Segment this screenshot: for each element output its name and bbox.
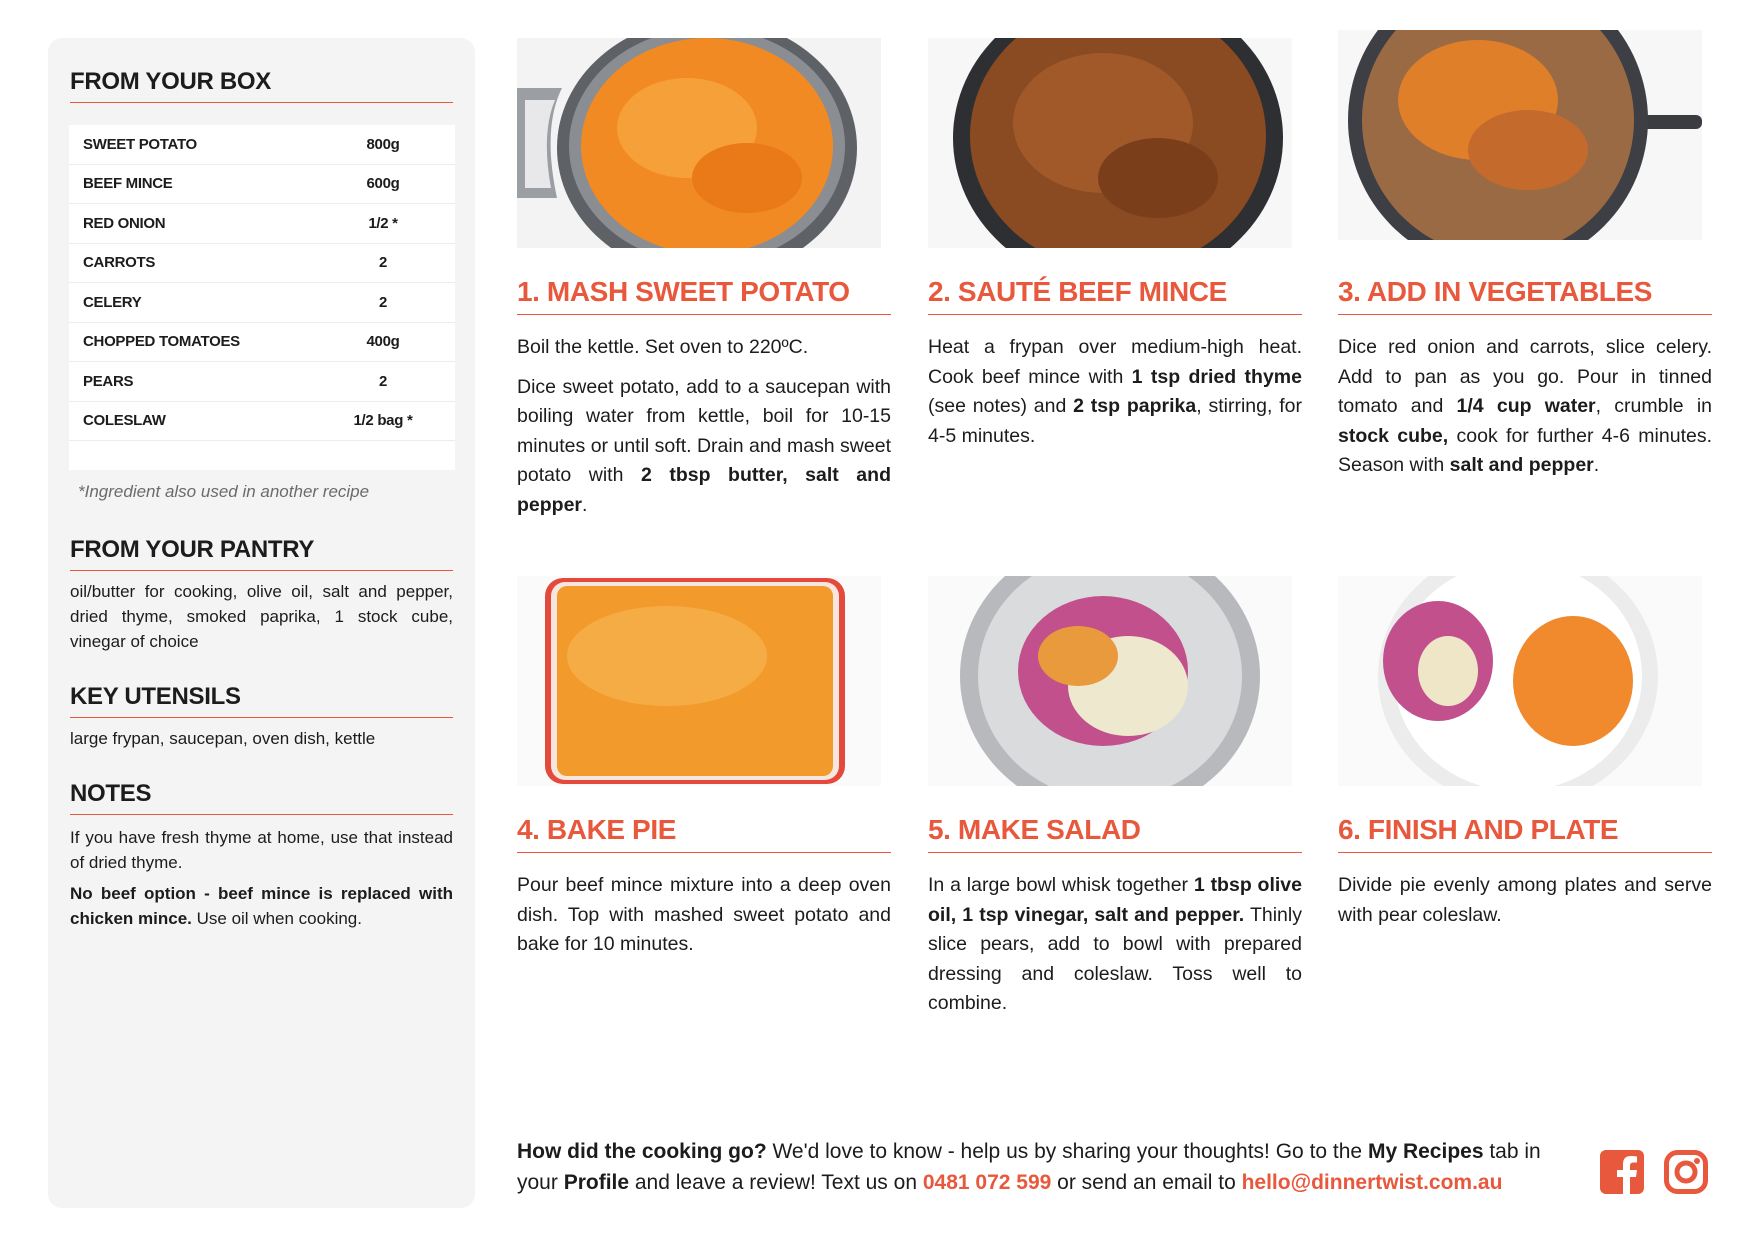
photo-finish-and-plate xyxy=(1338,576,1702,786)
step-paragraph xyxy=(517,333,891,363)
step-3-title: 3. ADD IN VEGETABLES xyxy=(1338,276,1712,315)
step-text: Heat a frypan over medium-high heat. Cook beef mince with xyxy=(928,336,1302,388)
step-paragraph xyxy=(517,871,891,960)
ingredient-qty: 1/2 bag * xyxy=(353,412,413,430)
step-paragraph xyxy=(928,333,1302,451)
ingredient-row xyxy=(69,283,455,323)
step-text: (see notes) and xyxy=(928,395,1074,417)
step-paragraph xyxy=(517,373,891,521)
step-6-body xyxy=(1338,871,1712,940)
step-text-bold: 1 tbsp olive oil, 1 tsp vinegar, salt and pepper. xyxy=(928,874,1302,926)
step-1-title: 1. MASH SWEET POTATO xyxy=(517,276,891,315)
ingredient-qty: 600g xyxy=(366,175,400,193)
utensils-text: large frypan, saucepan, oven dish, kettle xyxy=(70,729,376,748)
ingredient-row xyxy=(69,125,455,165)
photo-add-vegetables xyxy=(1338,30,1702,240)
footer-email-link[interactable]: hello@dinnertwist.com.au xyxy=(1241,1171,1503,1194)
step-4-title: 4. BAKE PIE xyxy=(517,814,891,853)
step-text: . xyxy=(1593,454,1600,476)
step-4-body xyxy=(517,871,891,970)
footer-profile: Profile xyxy=(563,1171,630,1194)
footer-text-3: and leave a review! Text us on xyxy=(629,1171,923,1194)
ingredient-row xyxy=(69,244,455,284)
notes-no-beef-bold: No beef option - beef mince is replaced with chicken mince. xyxy=(70,884,453,928)
step-2-title: 2. SAUTÉ BEEF MINCE xyxy=(928,276,1302,315)
ingredient-qty: 2 xyxy=(378,293,388,311)
step-text: Thinly slice pears, add to bowl with prepared dressing and coleslaw. Toss well to combine. xyxy=(928,903,1302,1014)
ingredient-qty: 400g xyxy=(366,333,400,351)
step-text-bold: 1 tsp dried thyme xyxy=(1131,365,1302,388)
photo-make-salad xyxy=(928,576,1292,786)
ingredient-row xyxy=(69,362,455,402)
ingredient-row xyxy=(69,323,455,363)
box-ingredients-table xyxy=(69,125,455,470)
instagram-icon[interactable] xyxy=(1664,1150,1708,1194)
photo-saute-beef-mince xyxy=(928,38,1292,248)
step-5-body xyxy=(928,871,1302,1029)
step-6-title: 6. FINISH AND PLATE xyxy=(1338,814,1712,853)
box-footnote: *Ingredient also used in another recipe xyxy=(78,482,370,501)
photo-bake-pie xyxy=(517,576,881,786)
step-text: Dice red onion and carrots, slice celery. Add to pan as you go. Pour in tinned tomato and xyxy=(1338,336,1712,417)
step-text-bold: 2 tbsp butter, salt and pepper xyxy=(517,464,891,516)
pantry-text: oil/butter for cooking, olive oil, salt and pepper, dried thyme, smoked paprika, 1 stock cube, vinegar of choice xyxy=(70,582,453,651)
step-paragraph xyxy=(1338,333,1712,481)
utensils-title: KEY UTENSILS xyxy=(70,683,453,718)
step-1-body xyxy=(517,333,891,530)
step-text: , crumble in xyxy=(1595,395,1712,417)
step-text: Pour beef mince mixture into a deep oven dish. Top with mashed sweet potato and bake for 10 minutes. xyxy=(517,874,891,955)
ingredient-name: CHOPPED TOMATOES xyxy=(83,333,240,351)
notes-no-beef xyxy=(70,881,453,931)
footer-text-2: tab in your xyxy=(517,1140,1541,1194)
ingredient-qty: 2 xyxy=(378,254,388,272)
step-3-body xyxy=(1338,333,1712,491)
step-text: cook for further 4-6 minutes. Season with xyxy=(1338,424,1712,476)
notes-title: NOTES xyxy=(70,780,453,815)
step-text: In a large bowl whisk together xyxy=(928,874,1194,896)
facebook-icon[interactable] xyxy=(1600,1150,1644,1194)
step-text: . xyxy=(582,493,588,516)
step-text: , stirring, for 4-5 minutes. xyxy=(928,395,1302,447)
footer-question: How did the cooking go? xyxy=(517,1140,767,1163)
step-text: Divide pie evenly among plates and serve with pear coleslaw. xyxy=(1338,874,1712,926)
step-text-bold: 2 tsp paprika xyxy=(1073,395,1197,417)
step-text: Dice sweet potato, add to a saucepan with boiling water from kettle, boil for 10-15 minutes or until soft. Drain and mash sweet potato with xyxy=(517,375,891,486)
pantry-title: FROM YOUR PANTRY xyxy=(70,536,453,571)
box-title: FROM YOUR BOX xyxy=(70,68,453,103)
ingredient-qty: 2 xyxy=(378,372,388,390)
notes-no-beef-rest: Use oil when cooking. xyxy=(191,909,362,928)
ingredient-row xyxy=(69,165,455,205)
ingredient-name: BEEF MINCE xyxy=(83,175,173,193)
photo-mash-sweet-potato xyxy=(517,38,881,248)
ingredient-qty: 800g xyxy=(366,135,400,153)
step-text: Boil the kettle. Set oven to 220ºC. xyxy=(517,336,809,358)
ingredients-panel xyxy=(48,38,475,1208)
ingredient-name: PEARS xyxy=(83,372,134,390)
step-5-title: 5. MAKE SALAD xyxy=(928,814,1302,853)
ingredient-row xyxy=(69,402,455,442)
ingredient-name: CELERY xyxy=(83,293,142,311)
ingredient-name: SWEET POTATO xyxy=(83,135,197,153)
notes-text: If you have fresh thyme at home, use that instead of dried thyme. xyxy=(70,828,453,872)
step-paragraph xyxy=(928,871,1302,1019)
ingredient-qty: 1/2 * xyxy=(368,214,398,232)
footer-text-4: or send an email to xyxy=(1051,1171,1242,1194)
step-text-bold: 1/4 cup water xyxy=(1456,395,1596,417)
step-text-bold: stock cube, xyxy=(1338,424,1449,447)
step-text-bold: salt and pepper xyxy=(1449,454,1594,476)
step-2-body xyxy=(928,333,1302,461)
feedback-footer xyxy=(517,1136,1567,1198)
ingredient-row xyxy=(69,204,455,244)
step-paragraph xyxy=(1338,871,1712,930)
ingredient-name: CARROTS xyxy=(83,254,156,272)
footer-phone-link[interactable]: 0481 072 599 xyxy=(922,1171,1052,1194)
ingredient-name: COLESLAW xyxy=(83,412,166,430)
footer-text-1: We'd love to know - help us by sharing your thoughts! Go to the xyxy=(766,1140,1368,1163)
footer-my-recipes: My Recipes xyxy=(1367,1140,1484,1163)
ingredient-name: RED ONION xyxy=(83,214,166,232)
